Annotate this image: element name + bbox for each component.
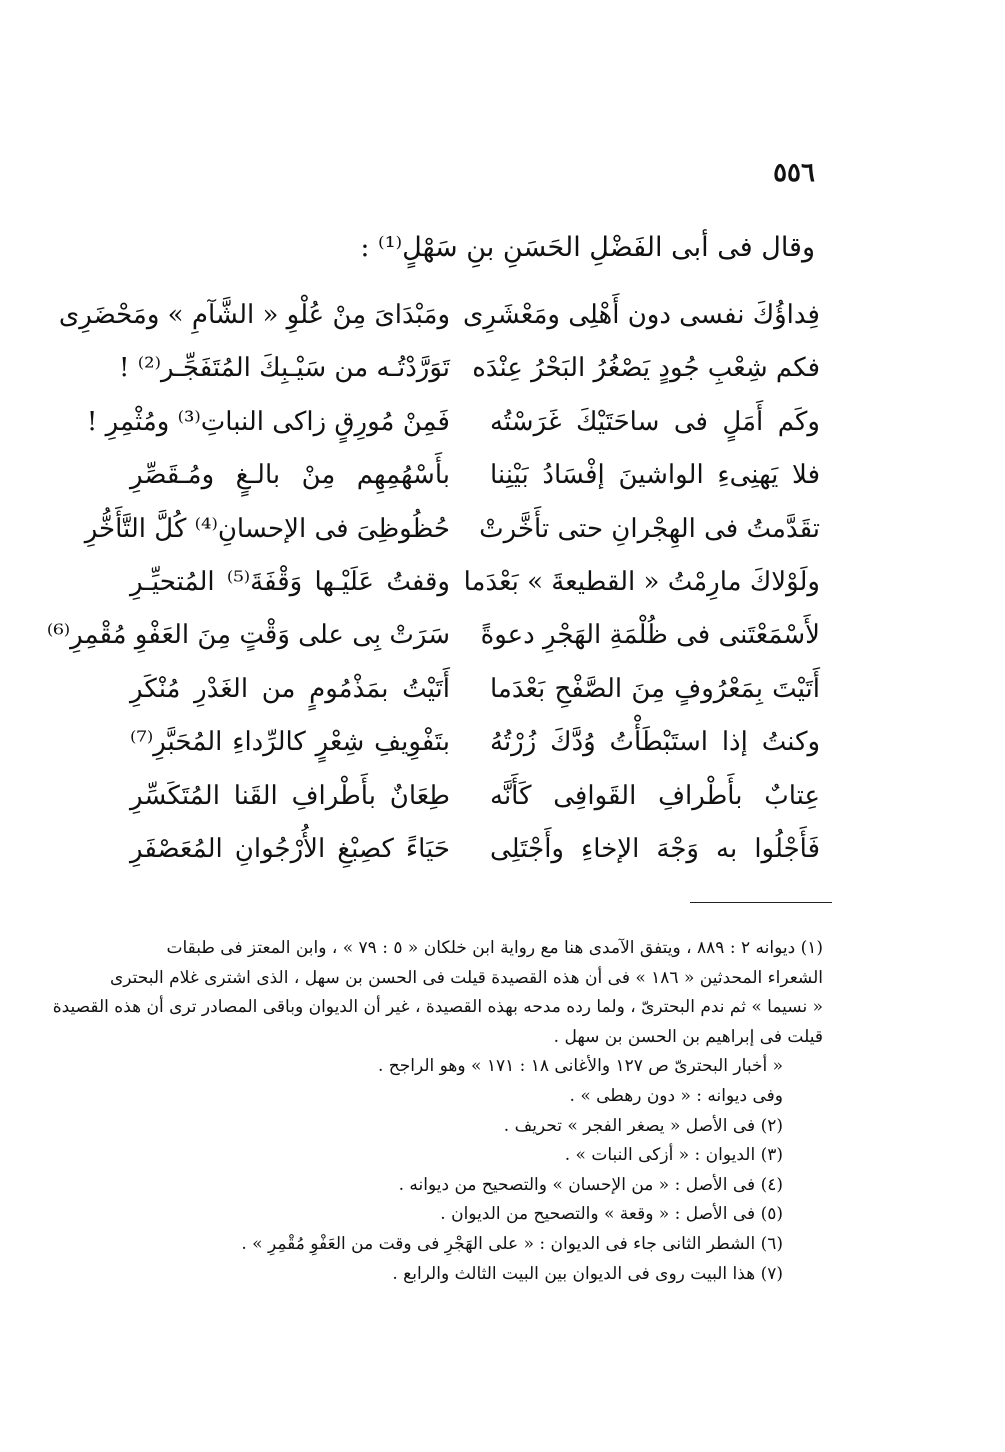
verse-4-first-hemistich: فلا يَهنِىءِ الواشينَ إفْسَادُ بَيْنِنا — [490, 460, 820, 491]
footnote-7: (٧) هذا البيت روى فى الديوان بين البيت الثالث والرابع . — [392, 1263, 783, 1284]
verse-2-second-hemistich: تَوَرَّدْتُـه من سَيْـبِكَ المُتَفَجِّـر⁽²⁾ ! — [119, 353, 450, 384]
poem-heading: وقال فى أبى الفَضْلِ الحَسَنِ بنِ سَهْلٍ⁽¹⁾ : — [360, 232, 815, 263]
verse-3 — [86, 406, 820, 460]
page-number: ٥٥٦ — [773, 158, 815, 188]
verse-11-second-hemistich: حَيَاءً كصِبْغِ الأُرْجُوانِ المُعَصْفَرِ — [130, 833, 450, 864]
verse-8-second-hemistich: أَتَيْتُ بمَذْمُومٍ من الغَدْرِ مُنْكَرِ — [130, 673, 450, 704]
verse-7-second-hemistich: سَرَتْ بِى على وَقْتٍ مِنَ العَفْوِ مُقْمِرِ⁽⁶⁾ — [46, 620, 450, 651]
footnote-1-line: (١) ديوانه ٢ : ٨٨٩ ، ويتفق الآمدى هنا مع رواية ابن خلكان « ٥ : ٧٩ » ، وابن المعتز فى طبقات — [166, 938, 823, 958]
verse-1-first-hemistich: فِداؤُكَ نفسى دون أَهْلِى ومَعْشَرِى — [463, 300, 820, 330]
verse-9-second-hemistich: بتَفْوِيفِ شِعْرٍ كالرِّداءِ المُحَبَّرِ⁽⁷⁾ — [130, 727, 450, 758]
footnote-1-line: الشعراء المحدثين « ١٨٦ » فى أن هذه القصيدة قيلت فى الحسن بن سهل ، الذى اشترى غلام البحترى — [109, 967, 823, 988]
footnote-6: (٦) الشطر الثانى جاء فى الديوان : « على الهَجْرِ فى وقت من العَفْوِ مُقْمِرِ » . — [241, 1233, 783, 1254]
verse-3-first-hemistich: وكَم أَمَلٍ فى ساحَتَيْكَ غَرَسْتُه — [490, 406, 820, 437]
verse-5-first-hemistich: تقَدَّمتُ فى الهِجْرانِ حتى تأَخَّرتْ — [479, 513, 820, 544]
verse-11 — [130, 834, 820, 887]
footnote-1-extra-line: وفى ديوانه : « دون رهطى » . — [569, 1085, 783, 1106]
footnote-2: (٢) فى الأصل « يصغر الفجر » تحريف . — [503, 1115, 783, 1136]
verse-8 — [130, 674, 820, 727]
footnote-3: (٣) الديوان : « أزكى النبات » . — [564, 1145, 783, 1166]
footnote-5: (٥) فى الأصل : « وقعة » والتصحيح من الديوان . — [440, 1204, 783, 1225]
footnote-1-line: قيلت فى إبراهيم بن الحسن بن سهل . — [553, 1026, 823, 1047]
verse-3-second-hemistich: فَمِنْ مُورِقٍ زاكى النباتِ⁽³⁾ ومُثْمِرِ ! — [86, 406, 450, 437]
verse-6 — [130, 567, 820, 620]
verse-9 — [130, 727, 820, 780]
verse-6-first-hemistich: ولَوْلاكَ مارِمْتُ « القطيعةَ » بَعْدَما — [463, 566, 820, 597]
verse-1 — [58, 300, 820, 353]
verse-6-second-hemistich: وقفتُ عَلَيْـها وَقْفَةَ⁽⁵⁾ المُتحيِّـرِ — [130, 566, 450, 597]
verse-1-second-hemistich: ومَبْدَاىَ مِنْ عُلْوِ « الشَّآمِ » ومَحْضَرِى — [58, 300, 450, 330]
verse-2 — [119, 353, 820, 406]
verse-4 — [130, 460, 820, 513]
poem — [46, 300, 820, 887]
footnote-4: (٤) فى الأصل : « من الإحسان » والتصحيح من ديوانه . — [398, 1174, 783, 1195]
verse-5 — [84, 513, 820, 567]
verse-8-first-hemistich: أَتَيْتَ بِمَعْرُوفٍ مِنَ الصَّفْحِ بَعْدَما — [490, 673, 820, 704]
verse-11-first-hemistich: فَأَجْلُوا به وَجْهَ الإخاءِ وأَجْتَلِى — [490, 833, 820, 864]
verse-7-first-hemistich: لأَسْمَعْتَنى فى ظُلْمَةِ الهَجْرِ دعوةً — [480, 620, 820, 651]
footnote-1-line: « نسيما » ثم ندم البحترىّ ، ولما رده مدحه بهذه القصيدة ، غير أن الديوان وباقى المصادر ترى أن هذه القصيدة — [52, 997, 823, 1018]
verse-10 — [130, 781, 820, 834]
verse-4-second-hemistich: بأَسْهُمِهِم مِنْ بالـغٍ ومُـقَصِّرِ — [130, 460, 450, 491]
verse-10-second-hemistich: طِعَانٌ بأَطْرافِ القَنا المُتَكَسِّرِ — [130, 780, 450, 811]
verse-5-second-hemistich: حُظُوظِىَ فى الإحسانِ⁽⁴⁾ كُلَّ التَّأَخُّرِ — [84, 513, 450, 544]
verse-7 — [46, 620, 820, 673]
verse-10-first-hemistich: عِتابٌ بأَطْرافِ القَوافِى كَأَنَّه — [490, 780, 820, 811]
footnote-1-extra-line: « أخبار البحترىّ ص ١٢٧ والأغانى ١٨ : ١٧١ » وهو الراجح . — [377, 1056, 783, 1077]
footnote-separator-rule — [690, 902, 832, 903]
verse-2-first-hemistich: فكم شِعْبِ جُودٍ يَصْغُرُ البَحْرُ عِنْدَه — [472, 353, 820, 384]
verse-9-first-hemistich: وكنتُ إذا استَبْطَأْتُ وُدَّكَ زُرْتُهُ — [490, 727, 820, 758]
footnotes — [52, 934, 823, 1289]
